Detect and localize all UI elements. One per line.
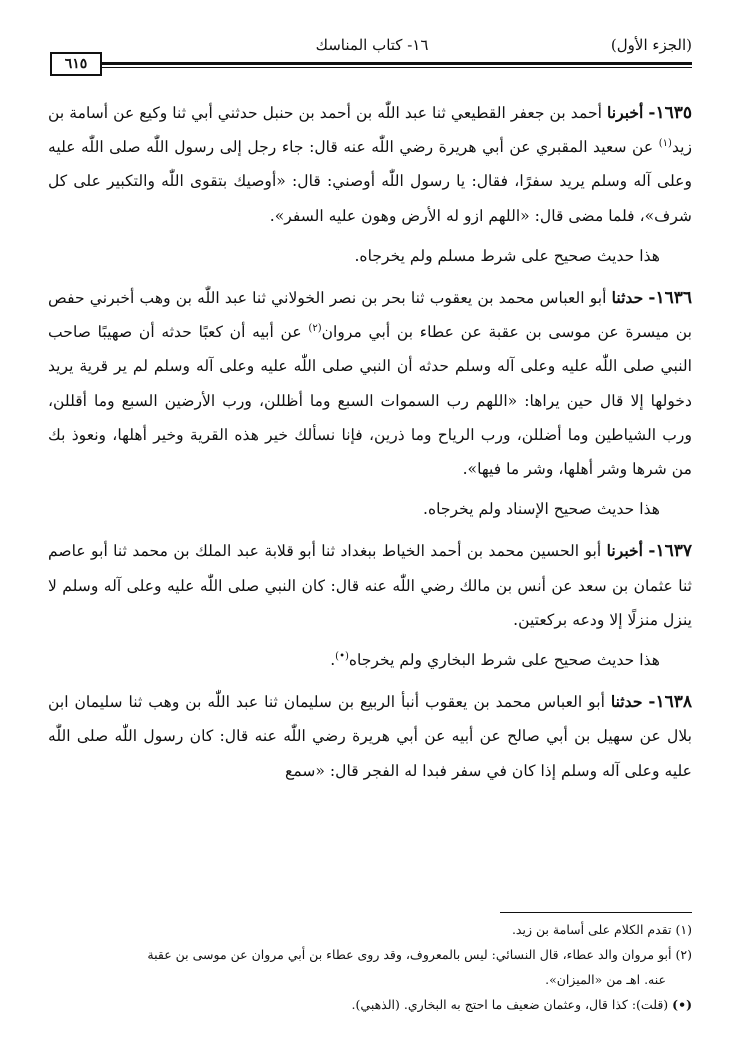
- hadith-grading: هذا حديث صحيح على شرط مسلم ولم يخرجاه.: [354, 246, 660, 265]
- grading-text: هذا حديث صحيح على شرط البخاري ولم يخرجاه: [348, 651, 660, 670]
- footnote-mark: (٢): [675, 947, 692, 962]
- volume-label: (الجزء الأول): [610, 36, 692, 54]
- hadith-number: ١٦٣٥-: [648, 103, 692, 123]
- footnote-ref: (٢): [308, 323, 322, 335]
- transmission-term: أخبرنا: [606, 541, 643, 561]
- footnote-text: (قلت): كذا قال، وعثمان ضعيف ما احتج به البخاري. (الذهبي).: [351, 997, 669, 1012]
- chapter-title: ١٦- كتاب المناسك: [315, 36, 429, 54]
- footnote-ref: (١): [658, 138, 672, 150]
- page-number: ٦١٥: [50, 52, 102, 76]
- hadith-text: أبو العباس محمد بن يعقوب ثنا بحر بن نصر الخولاني ثنا عبد اللّٰه بن وهب أخبرني حفص بن ميسرة عن موسى بن عقبة عن عطاء بن أبي مروان: [48, 289, 692, 342]
- hadith-number: ١٦٣٧-: [648, 541, 692, 562]
- hadith-1637: [48, 534, 692, 637]
- main-text: [48, 96, 692, 788]
- hadith-number: ١٦٣٨-: [648, 692, 692, 713]
- hadith-grading: هذا حديث صحيح الإسناد ولم يخرجاه.: [423, 500, 660, 519]
- hadith-text-cont: عن أبيه أن كعبًا حدثه أن صهيبًا صاحب النبي صلى اللّٰه عليه وعلى آله وسلم حدثه أن النبي صلى اللّٰه عليه وعلى آله وسلم لم ير قرية يريد دخولها إلا قال حين يراها: «اللهم رب السموات السبع وما أظللن، ورب الأرضين السبع وما أقللن، ورب الشياطين وما أضللن، ورب الرياح وما ذرين، فإنا نسألك خير هذه القرية وخير أهلها، ونعوذ بك من شرها وشر أهلها، وشر ما فيها».: [48, 323, 692, 479]
- header-rule-thick: [102, 62, 692, 65]
- hadith-1636: [48, 281, 692, 486]
- footnote-continuation: عنه. اهـ من «الميزان».: [545, 972, 666, 987]
- footnotes: [48, 918, 692, 1018]
- grading-end: .: [330, 651, 336, 670]
- footnote-rule: [500, 912, 692, 913]
- hadith-text-cont: عن سعيد المقبري عن أبي هريرة رضي اللّٰه عنه قال: جاء رجل إلى رسول اللّٰه صلى اللّٰه عليه وعلى آله وسلم يريد سفرًا، فقال: يا رسول اللّٰه أوصني: قال: «أوصيك بتقوى اللّٰه والتكبير على كل شرف»، فلما مضى قال: «اللهم ازو له الأرض وهون عليه السفر».: [48, 138, 692, 225]
- hadith-number: ١٦٣٦-: [648, 288, 693, 309]
- transmission-term: حدثنا: [611, 288, 644, 308]
- transmission-term: أخبرنا: [607, 103, 644, 122]
- footnote: [48, 918, 692, 942]
- footnote: [48, 993, 692, 1017]
- hadith-1638: [48, 685, 692, 788]
- hadith-1635: [48, 96, 692, 233]
- footnote: [48, 943, 692, 967]
- hadith-grading: [48, 643, 692, 677]
- hadith-text: أحمد بن جعفر القطيعي ثنا عبد اللّٰه بن أحمد بن حنبل حدثني أبي ثنا وكيع عن أسامة بن زيد: [48, 104, 692, 157]
- transmission-term: حدثنا: [610, 692, 643, 712]
- footnote-mark: (١): [675, 922, 692, 937]
- hadith-text: أبو الحسين محمد بن أحمد الخياط ببغداد ثنا أبو قلابة عبد الملك بن محمد ثنا أبو عاصم ثنا عثمان بن سعد عن أنس بن مالك رضي اللّٰه عنه قال: كان النبي صلى اللّٰه عليه وعلى آله وسلم لا ينزل منزلًا إلا ودعه بركعتين.: [48, 542, 692, 629]
- hadith-text: أبو العباس محمد بن يعقوب أنبأ الربيع بن سليمان ثنا عبد اللّٰه بن وهب ثنا سليمان ابن بلال عن سهيل بن أبي صالح عن أبيه عن أبي هريرة رضي اللّٰه عنه قال: كان رسول اللّٰه صلى اللّٰه عليه وعلى آله وسلم إذا كان في سفر فبدا له الفجر قال: «سمع: [48, 693, 692, 780]
- footnote-ref: (•): [335, 650, 349, 662]
- footnote-text: أبو مروان والد عطاء، قال النسائي: ليس بالمعروف، وقد روى عطاء بن أبي مروان عن موسى بن عقبة: [147, 947, 672, 962]
- footnote-text: تقدم الكلام على أسامة بن زيد.: [511, 922, 672, 937]
- header-rule-thin: [102, 67, 692, 68]
- footnote-mark: (•): [672, 997, 692, 1012]
- running-header: [52, 34, 692, 72]
